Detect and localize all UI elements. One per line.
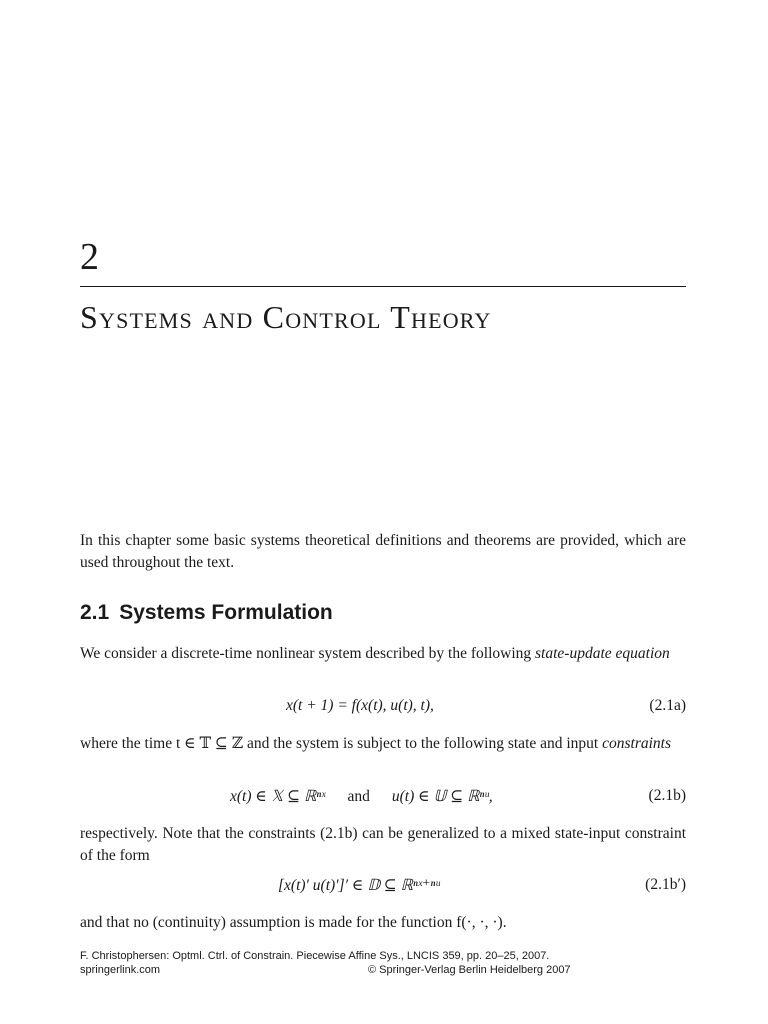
paragraph-state-update — [80, 643, 686, 665]
footer-citation: F. Christophersen: Optml. Ctrl. of Constrain. Piecewise Affine Sys., LNCIS 359, pp. 20–25, 2007. — [80, 950, 550, 962]
paragraph-text: We consider a discrete-time nonlinear system described by the following — [80, 645, 536, 662]
equation-body: [x(t)′ u(t)′]′ ∈ 𝔻 ⊆ ℝⁿˣ⁺ⁿᵘ — [278, 877, 440, 894]
equation-label: (2.1b′) — [645, 876, 686, 893]
equation-label: (2.1a) — [649, 697, 686, 714]
equation-connector: and — [347, 788, 370, 805]
paragraph-constraints — [80, 733, 686, 755]
section-title: Systems Formulation — [119, 601, 333, 624]
section-heading — [80, 601, 333, 625]
equation-body: x(t + 1) = f(x(t), u(t), t), — [286, 697, 434, 714]
paragraph-continuity: and that no (continuity) assumption is made for the function f(·, ·, ·). — [80, 914, 507, 931]
footer-website: springerlink.com — [80, 964, 161, 976]
paragraph-mixed-constraint: respectively. Note that the constraints (2.1b) can be generalized to a mixed state-input constraint of the form — [80, 825, 686, 864]
equation-2-1b — [80, 787, 686, 811]
equation-label: (2.1b) — [648, 787, 686, 804]
footer-copyright: © Springer-Verlag Berlin Heidelberg 2007 — [368, 964, 571, 976]
equation-left: x(t) ∈ 𝕏 ⊆ ℝⁿˣ — [230, 788, 326, 805]
intro-paragraph: In this chapter some basic systems theoretical definitions and theorems are provided, which are used throughout the text. — [80, 532, 686, 571]
chapter-rule — [80, 286, 686, 287]
chapter-title: Systems and Control Theory — [80, 299, 492, 335]
emphasis-term: constraints — [602, 735, 672, 752]
section-number: 2.1 — [80, 601, 110, 624]
equation-right: u(t) ∈ 𝕌 ⊆ ℝⁿᵘ, — [391, 788, 493, 805]
paragraph-text: where the time t ∈ 𝕋 ⊆ ℤ and the system is subject to the following state and input — [80, 735, 603, 752]
equation-2-1a — [80, 697, 686, 721]
equation-2-1b-prime — [80, 876, 686, 900]
emphasis-term: state-update equation — [535, 645, 670, 662]
chapter-number: 2 — [80, 236, 99, 278]
equation-body — [230, 787, 493, 806]
